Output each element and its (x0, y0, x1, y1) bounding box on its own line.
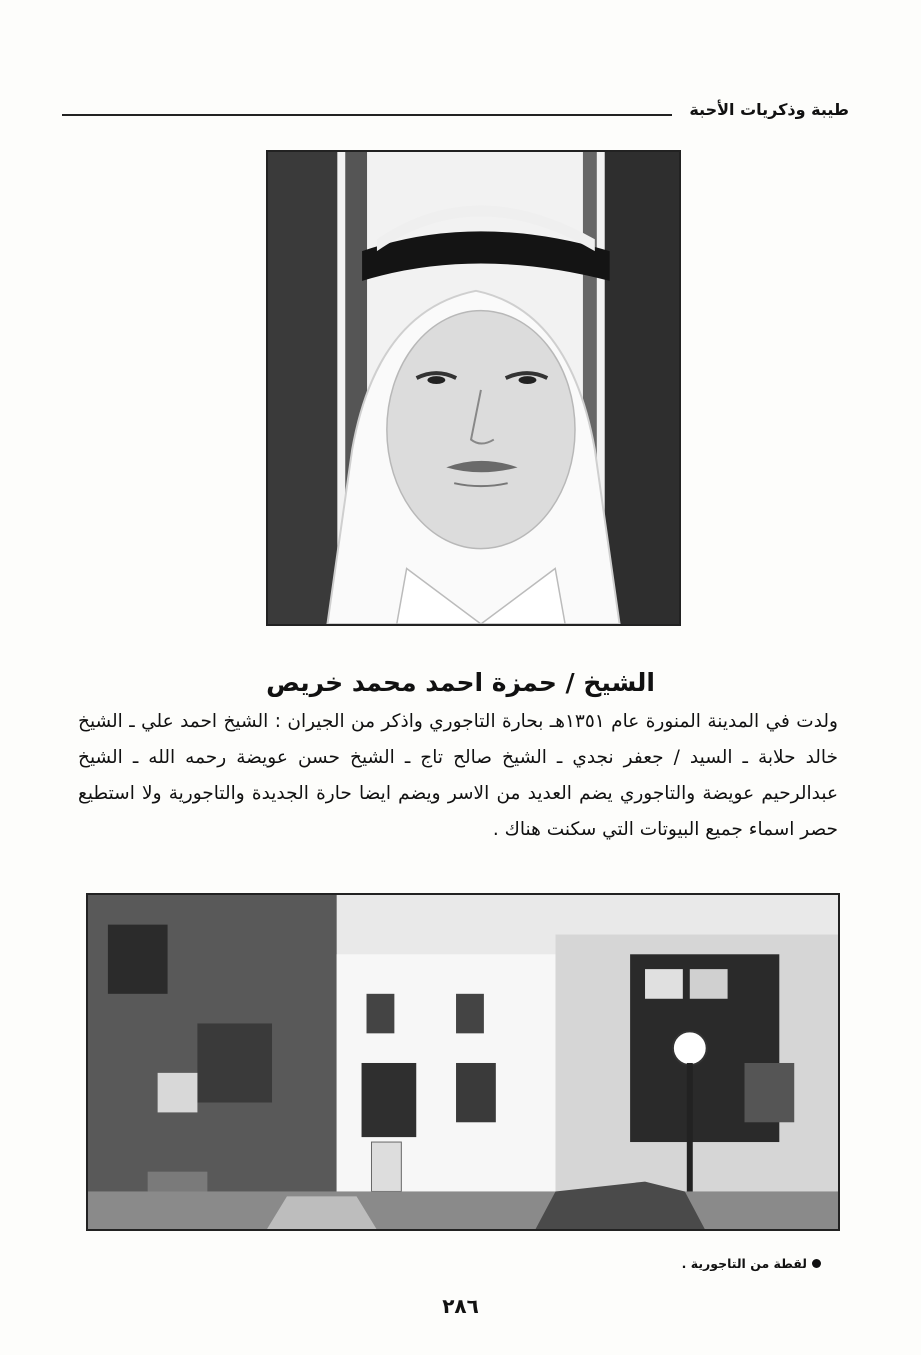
running-header: طيبة وذكريات الأحبة (689, 100, 849, 119)
header-rule (62, 114, 672, 116)
bullet-icon (812, 1259, 821, 1268)
page-number: ٢٨٦ (442, 1294, 479, 1318)
person-title: الشيخ / حمزة احمد محمد خريص (266, 668, 655, 697)
portrait-photo-icon (268, 152, 679, 624)
street-photo (86, 893, 840, 1231)
caption-text: لقطة من التاجورية . (681, 1256, 807, 1271)
street-photo-icon (88, 895, 838, 1229)
portrait-photo (266, 150, 681, 626)
biography-paragraph: ولدت في المدينة المنورة عام ١٣٥١هـ بحارة التاجوري واذكر من الجيران : الشيخ احمد علي ـ الشيخ خالد حلابة ـ السيد / جعفر نجدي ـ الشيخ صالح تاج ـ الشيخ حسن عويضة رحمه الله ـ الشيخ عبدالرحيم عويضة والتاجوري يضم العديد من الاسر ويضم ايضا حارة الجديدة والتاجورية ولا استطيع حصر اسماء جميع البيوتات التي سكنت هناك . (78, 711, 838, 840)
photo-caption (682, 1256, 821, 1271)
